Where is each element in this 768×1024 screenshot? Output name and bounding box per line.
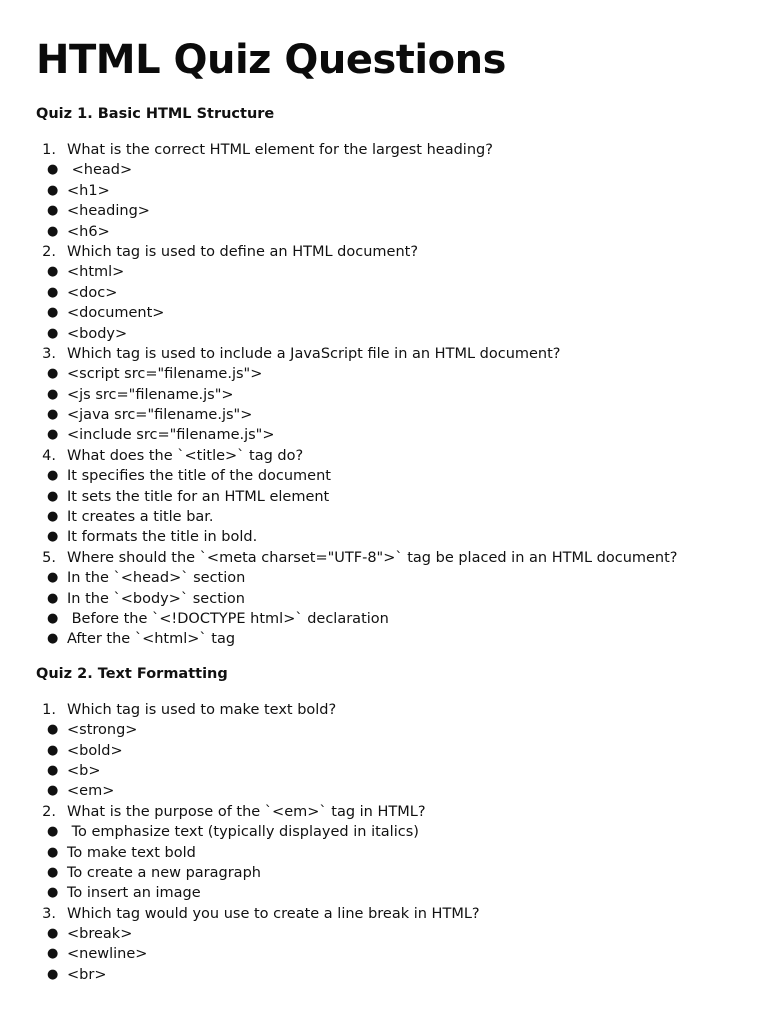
- quiz-1-question-5-option-2: [36, 589, 732, 609]
- bullet-icon: ●: [47, 386, 59, 402]
- question-number: 4.: [42, 447, 56, 464]
- quiz-2-heading: Quiz 2. Text Formatting: [36, 665, 228, 682]
- quiz-2-question-1-option-2: [36, 741, 732, 761]
- bullet-icon: ●: [47, 325, 59, 341]
- option-text: <java src="filename.js">: [67, 407, 253, 424]
- quiz-1-question-5-option-3: [36, 609, 732, 629]
- bullet-icon: ●: [47, 742, 59, 758]
- option-text: Before the `<!DOCTYPE html>` declaration: [67, 610, 389, 627]
- question-text: What is the purpose of the `<em>` tag in HTML?: [67, 803, 426, 820]
- option-text: <include src="filename.js">: [67, 427, 275, 444]
- bullet-icon: ●: [47, 223, 59, 239]
- question-text: Where should the `<meta charset="UTF-8">` tag be placed in an HTML document?: [67, 549, 678, 566]
- question-number: 5.: [42, 549, 56, 566]
- option-text: <js src="filename.js">: [67, 386, 234, 403]
- option-text: To create a new paragraph: [67, 864, 261, 881]
- option-text: <strong>: [67, 722, 138, 739]
- quiz-1-question-4-option-2: [36, 487, 732, 507]
- bullet-icon: ●: [47, 509, 59, 525]
- question-number: 2.: [42, 803, 56, 820]
- quiz-2-question-3: [36, 904, 732, 924]
- option-text: <br>: [67, 966, 107, 983]
- bullet-icon: ●: [47, 529, 59, 545]
- bullet-icon: ●: [47, 885, 59, 901]
- quiz-1-question-3-option-3: [36, 405, 732, 425]
- quiz-1-question-1-option-2: [36, 181, 732, 201]
- question-text: What does the `<title>` tag do?: [67, 447, 304, 464]
- page-title: HTML Quiz Questions: [36, 37, 506, 83]
- option-text: <html>: [67, 264, 125, 281]
- question-number: 1.: [42, 701, 56, 718]
- quiz-2-question-2: [36, 802, 732, 822]
- option-text: <b>: [67, 762, 101, 779]
- quiz-1-question-1-option-4: [36, 222, 732, 242]
- quiz-2-question-2-option-2: [36, 843, 732, 863]
- option-text: <head>: [67, 162, 133, 179]
- quiz-1-question-2-option-3: [36, 303, 732, 323]
- option-text: <document>: [67, 305, 165, 322]
- question-text: Which tag is used to include a JavaScript file in an HTML document?: [67, 345, 561, 362]
- question-number: 3.: [42, 345, 56, 362]
- question-text: Which tag would you use to create a line break in HTML?: [67, 905, 480, 922]
- quiz-1-question-4: [36, 446, 732, 466]
- question-number: 3.: [42, 905, 56, 922]
- option-text: It specifies the title of the document: [67, 468, 331, 485]
- option-text: <body>: [67, 325, 128, 342]
- bullet-icon: ●: [47, 864, 59, 880]
- quiz-1-list: [36, 140, 732, 650]
- bullet-icon: ●: [47, 783, 59, 799]
- quiz-1-question-3: [36, 344, 732, 364]
- quiz-1-question-5-option-4: [36, 629, 732, 649]
- bullet-icon: ●: [47, 182, 59, 198]
- option-text: In the `<body>` section: [67, 590, 245, 607]
- option-text: <heading>: [67, 203, 150, 220]
- quiz-2-list: [36, 700, 732, 985]
- question-number: 1.: [42, 142, 56, 158]
- bullet-icon: ●: [47, 427, 59, 443]
- bullet-icon: ●: [47, 966, 59, 982]
- bullet-icon: ●: [47, 926, 59, 942]
- quiz-1-question-1-option-3: [36, 201, 732, 221]
- quiz-2-question-3-option-2: [36, 944, 732, 964]
- quiz-1-question-3-option-2: [36, 385, 732, 405]
- option-text: <h6>: [67, 223, 110, 240]
- quiz-1-question-5-option-1: [36, 568, 732, 588]
- quiz-1-question-4-option-1: [36, 466, 732, 486]
- quiz-2-question-1-option-4: [36, 781, 732, 801]
- option-text: It formats the title in bold.: [67, 529, 258, 546]
- bullet-icon: ●: [47, 305, 59, 321]
- quiz-1-question-3-option-4: [36, 425, 732, 445]
- quiz-1-question-2-option-4: [36, 324, 732, 344]
- bullet-icon: ●: [47, 631, 59, 647]
- quiz-1-heading: Quiz 1. Basic HTML Structure: [36, 106, 275, 122]
- bullet-icon: ●: [47, 946, 59, 962]
- bullet-icon: ●: [47, 468, 59, 484]
- bullet-icon: ●: [47, 570, 59, 586]
- quiz-1-question-3-option-1: [36, 364, 732, 384]
- bullet-icon: ●: [47, 203, 59, 219]
- quiz-1-question-1: [36, 140, 732, 160]
- quiz-2-question-2-option-1: [36, 822, 732, 842]
- quiz-1-question-1-option-1: [36, 160, 732, 180]
- option-text: <h1>: [67, 182, 110, 199]
- question-text: Which tag is used to make text bold?: [67, 701, 337, 718]
- bullet-icon: ●: [47, 610, 59, 626]
- option-text: <em>: [67, 783, 115, 800]
- question-text: What is the correct HTML element for the largest heading?: [67, 142, 493, 158]
- quiz-1-question-2-option-2: [36, 283, 732, 303]
- option-text: To emphasize text (typically displayed in italics): [67, 824, 419, 841]
- quiz-1-question-2-option-1: [36, 262, 732, 282]
- bullet-icon: ●: [47, 162, 59, 178]
- bullet-icon: ●: [47, 824, 59, 840]
- quiz-2-question-3-option-1: [36, 924, 732, 944]
- option-text: <newline>: [67, 946, 148, 963]
- option-text: To make text bold: [67, 844, 196, 861]
- bullet-icon: ●: [47, 844, 59, 860]
- option-text: <break>: [67, 926, 133, 943]
- option-text: To insert an image: [67, 885, 201, 902]
- bullet-icon: ●: [47, 366, 59, 382]
- bullet-icon: ●: [47, 284, 59, 300]
- quiz-1-question-4-option-3: [36, 507, 732, 527]
- quiz-2-question-1-option-1: [36, 720, 732, 740]
- bullet-icon: ●: [47, 762, 59, 778]
- quiz-1-question-4-option-4: [36, 527, 732, 547]
- option-text: After the `<html>` tag: [67, 631, 236, 648]
- quiz-1-question-5: [36, 548, 732, 568]
- option-text: It creates a title bar.: [67, 509, 214, 526]
- bullet-icon: ●: [47, 407, 59, 423]
- bullet-icon: ●: [47, 488, 59, 504]
- question-text: Which tag is used to define an HTML document?: [67, 243, 419, 260]
- option-text: In the `<head>` section: [67, 570, 246, 587]
- bullet-icon: ●: [47, 722, 59, 738]
- option-text: <script src="filename.js">: [67, 366, 263, 383]
- quiz-2-question-2-option-4: [36, 883, 732, 903]
- option-text: It sets the title for an HTML element: [67, 488, 330, 505]
- quiz-2-question-3-option-3: [36, 965, 732, 985]
- quiz-2-question-1-option-3: [36, 761, 732, 781]
- bullet-icon: ●: [47, 264, 59, 280]
- question-number: 2.: [42, 243, 56, 260]
- option-text: <doc>: [67, 284, 118, 301]
- quiz-1-question-2: [36, 242, 732, 262]
- bullet-icon: ●: [47, 590, 59, 606]
- option-text: <bold>: [67, 742, 123, 759]
- quiz-2-question-2-option-3: [36, 863, 732, 883]
- quiz-2-question-1: [36, 700, 732, 720]
